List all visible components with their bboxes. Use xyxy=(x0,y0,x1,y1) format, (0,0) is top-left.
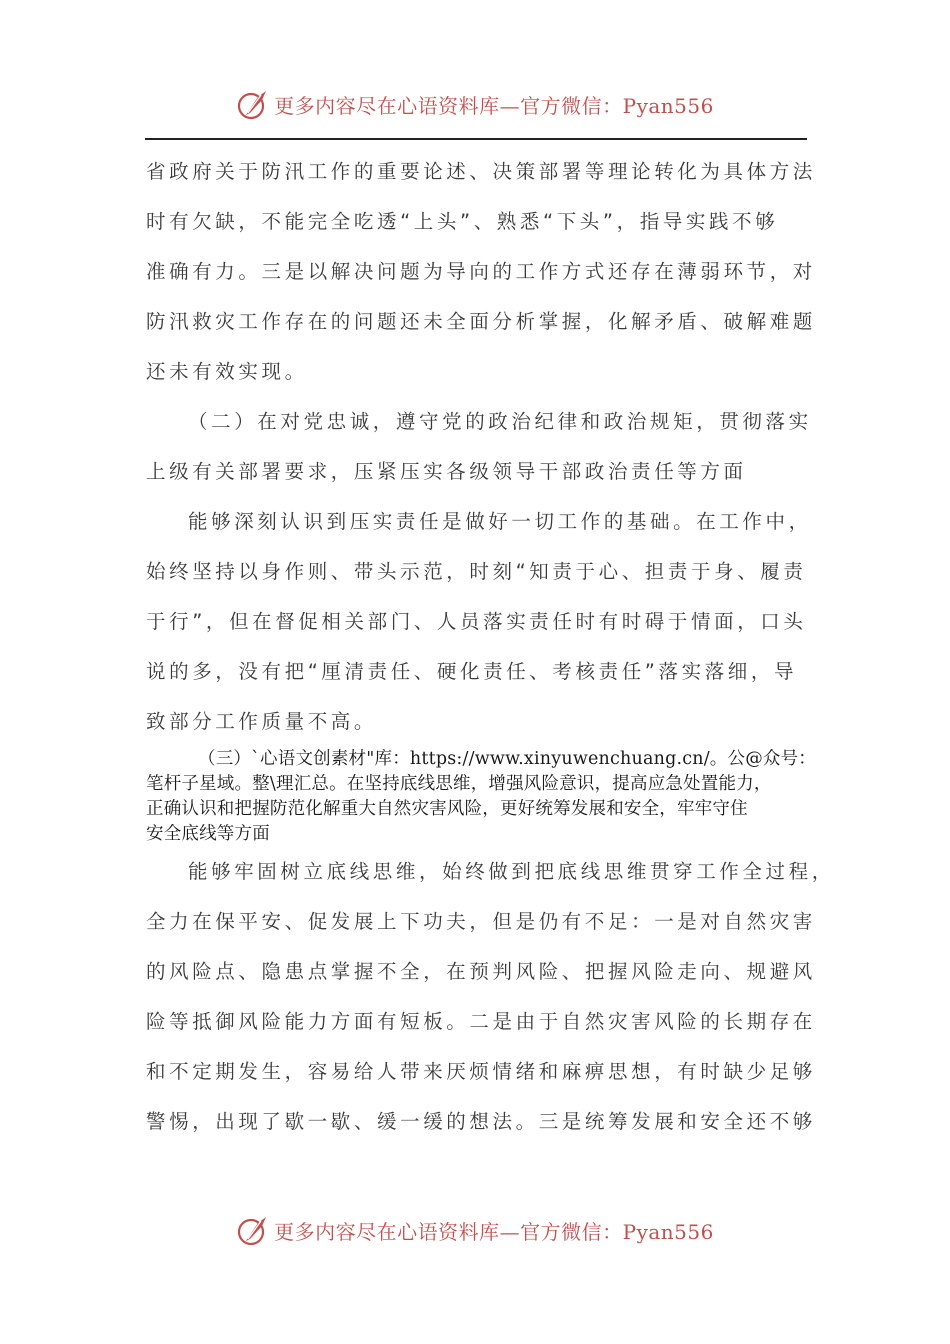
footer-banner xyxy=(0,1210,950,1250)
section-heading-3-line: 笔杆子星域。整\理汇总。在坚持底线思维，增强风险意识，提高应急处置能力， xyxy=(146,774,772,794)
section-heading-3-line: 安全底线等方面 xyxy=(146,824,270,844)
header-banner xyxy=(0,84,950,124)
body-line: 全力在保平安、促发展上下功夫，但是仍有不足：一是对自然灾害 xyxy=(146,910,816,933)
body-line: 于行”，但在督促相关部门、人员落实责任时有时碍于情面，口头 xyxy=(146,610,807,633)
body-line: 准确有力。三是以解决问题为导向的工作方式还存在薄弱环节，对 xyxy=(146,260,816,283)
body-line: 警惕，出现了歇一歇、缓一缓的想法。三是统筹发展和安全还不够 xyxy=(146,1110,816,1133)
paragraph-3 xyxy=(146,847,835,1147)
body-line: 说的多，没有把“厘清责任、硬化责任、考核责任”落实落细，导 xyxy=(146,660,798,683)
section-heading-3 xyxy=(146,747,817,847)
section-heading-3-line: 正确认识和把握防范化解重大自然灾害风险，更好统筹发展和安全，牢牢守住 xyxy=(146,799,748,819)
body-line: 防汛救灾工作存在的问题还未全面分析掌握，化解矛盾、破解难题 xyxy=(146,310,816,333)
section-heading-3-line: （三）`心语文创素材"库：https://www.xinyuwenchuang.cn/。公@众号： xyxy=(198,749,817,769)
body-line: 能够深刻认识到压实责任是做好一切工作的基础。在工作中， xyxy=(188,510,812,533)
quill-logo-icon xyxy=(236,1213,270,1247)
header-divider xyxy=(145,138,807,140)
body-line: 始终坚持以身作则、带头示范，时刻“知责于心、担责于身、履责 xyxy=(146,560,807,583)
quill-logo-icon xyxy=(236,87,270,121)
footer-banner-text: 更多内容尽在心语资料库—官方微信：Pyan556 xyxy=(274,1219,714,1244)
body-line: 还未有效实现。 xyxy=(146,360,308,383)
body-line: 致部分工作质量不高。 xyxy=(146,710,378,733)
section-heading-2-cont: 上级有关部署要求，压紧压实各级领导干部政治责任等方面 xyxy=(146,460,747,483)
body-line: 的风险点、隐患点掌握不全，在预判风险、把握风险走向、规避风 xyxy=(146,960,816,983)
body-line: 险等抵御风险能力方面有短板。二是由于自然灾害风险的长期存在 xyxy=(146,1010,816,1033)
body-line: 时有欠缺，不能完全吃透“上头”、熟悉“下头”，指导实践不够 xyxy=(146,210,779,233)
section-heading-2: （二）在对党忠诚，遵守党的政治纪律和政治规矩，贯彻落实 xyxy=(188,410,812,433)
body-line: 省政府关于防汛工作的重要论述、决策部署等理论转化为具体方法 xyxy=(146,160,816,183)
document-body xyxy=(146,147,835,1147)
header-banner-text: 更多内容尽在心语资料库—官方微信：Pyan556 xyxy=(274,93,714,118)
body-line: 能够牢固树立底线思维，始终做到把底线思维贯穿工作全过程， xyxy=(188,860,835,883)
body-line: 和不定期发生，容易给人带来厌烦情绪和麻痹思想，有时缺少足够 xyxy=(146,1060,816,1083)
